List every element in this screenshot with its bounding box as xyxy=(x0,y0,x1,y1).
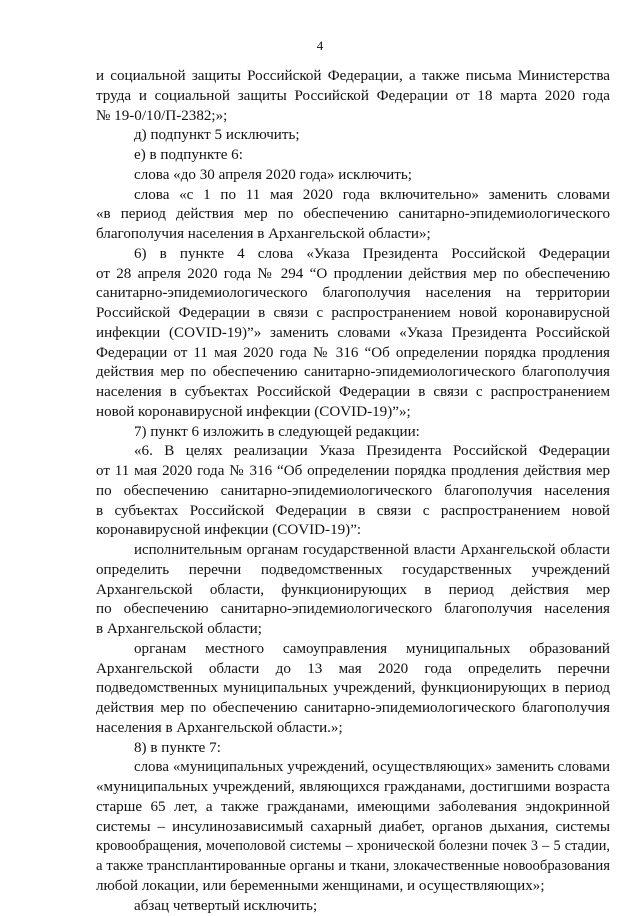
text-line: исполнительным органам государственной власти Архангельской области xyxy=(134,542,610,558)
text-line: слова «с 1 по 11 мая 2020 года включительно» заменить словами xyxy=(134,186,610,203)
text-line: новой коронавирусной инфекции (COVID-19)”»; xyxy=(96,403,411,420)
text-line: любой локации, или беременными женщинами, и осуществляющих»; xyxy=(96,877,545,894)
text-line: 6) в пункте 4 слова «Указа Президента Российской Федерации xyxy=(134,245,610,262)
text-line: коронавирусной инфекции (COVID-19)”: xyxy=(96,522,362,539)
text-line: от 11 мая 2020 года № 316 “Об определении порядка продления действия мер xyxy=(96,463,610,479)
text-line: в Архангельской области; xyxy=(96,621,262,637)
text-line: и социальной защиты Российской Федерации, а также письма Министерства xyxy=(96,68,610,84)
text-line: а также трансплантированные органы и ткани, злокачественные новообразования xyxy=(96,858,610,874)
text-line: инфекции (COVID-19)”» заменить словами «Указа Президента Российской xyxy=(96,324,610,341)
text-line: 8) в пункте 7: xyxy=(134,739,221,756)
text-line: е) в подпункте 6: xyxy=(134,147,243,163)
text-line: старше 65 лет, а также гражданами, имеющими заболевания эндокринной xyxy=(96,798,610,815)
text-line: действия мер по обеспечению санитарно-эпидемиологического благополучия xyxy=(96,364,610,381)
text-line: Архангельской области, функционирующих в период действия мер xyxy=(96,581,610,598)
text-line: органам местного самоуправления муниципальных образований xyxy=(134,640,610,657)
text-line: слова «муниципальных учреждений, осуществляющих» заменить словами xyxy=(134,759,610,776)
text-line: подведомственных муниципальных учреждений, функционирующих в период xyxy=(96,680,610,697)
text-line: слова «до 30 апреля 2020 года» исключить; xyxy=(134,166,412,183)
page-number: 4 xyxy=(316,38,324,53)
text-line: абзац четвертый исключить; xyxy=(134,897,318,914)
text-line: действия мер по обеспечению санитарно-эпидемиологического благополучия xyxy=(96,700,610,716)
text-line: благополучия населения в Архангельской области»; xyxy=(96,226,431,242)
text-line: системы – инсулинозависимый сахарный диабет, органов дыхания, системы xyxy=(96,818,610,835)
text-line: «в период действия мер по обеспечению санитарно-эпидемиологического xyxy=(96,206,610,223)
text-line: от 28 апреля 2020 года № 294 “О продлении действия мер по обеспечению xyxy=(96,265,610,282)
text-line: по обеспечению санитарно-эпидемиологического благополучия населения xyxy=(96,482,610,499)
text-line: «6. В целях реализации Указа Президента Российской Федерации xyxy=(134,443,610,460)
text-line: определить перечни подведомственных государственных учреждений xyxy=(96,561,610,578)
text-line: кровообращения, мочеполовой системы – хронической болезни почек 3 – 5 стадии, xyxy=(96,838,610,855)
text-line: в субъектах Российской Федерации в связи с распространением новой xyxy=(96,502,610,519)
text-line: по обеспечению санитарно-эпидемиологического благополучия населения xyxy=(96,601,610,618)
text-line: населения в Архангельской области.»; xyxy=(96,719,343,736)
text-line: 7) пункт 6 изложить в следующей редакции: xyxy=(134,423,420,440)
text-line: № 19-0/10/П-2382;»; xyxy=(96,107,228,124)
text-line: труда и социальной защиты Российской Федерации от 18 марта 2020 года xyxy=(96,87,610,104)
text-line: Российской Федерации в связи с распространением новой коронавирусной xyxy=(96,305,610,321)
text-line: Федерации от 11 мая 2020 года № 316 “Об определении порядка продления xyxy=(96,344,610,361)
text-line: д) подпункт 5 исключить; xyxy=(134,127,300,144)
text-line: санитарно-эпидемиологического благополучия населения на территории xyxy=(96,285,610,302)
text-line: Архангельской области до 13 мая 2020 года определить перечни xyxy=(96,660,610,677)
text-line: населения в субъектах Российской Федерации в связи с распространением xyxy=(96,384,610,400)
text-line: «муниципальных учреждений, являющихся гражданами, достигшими возраста xyxy=(96,779,610,795)
